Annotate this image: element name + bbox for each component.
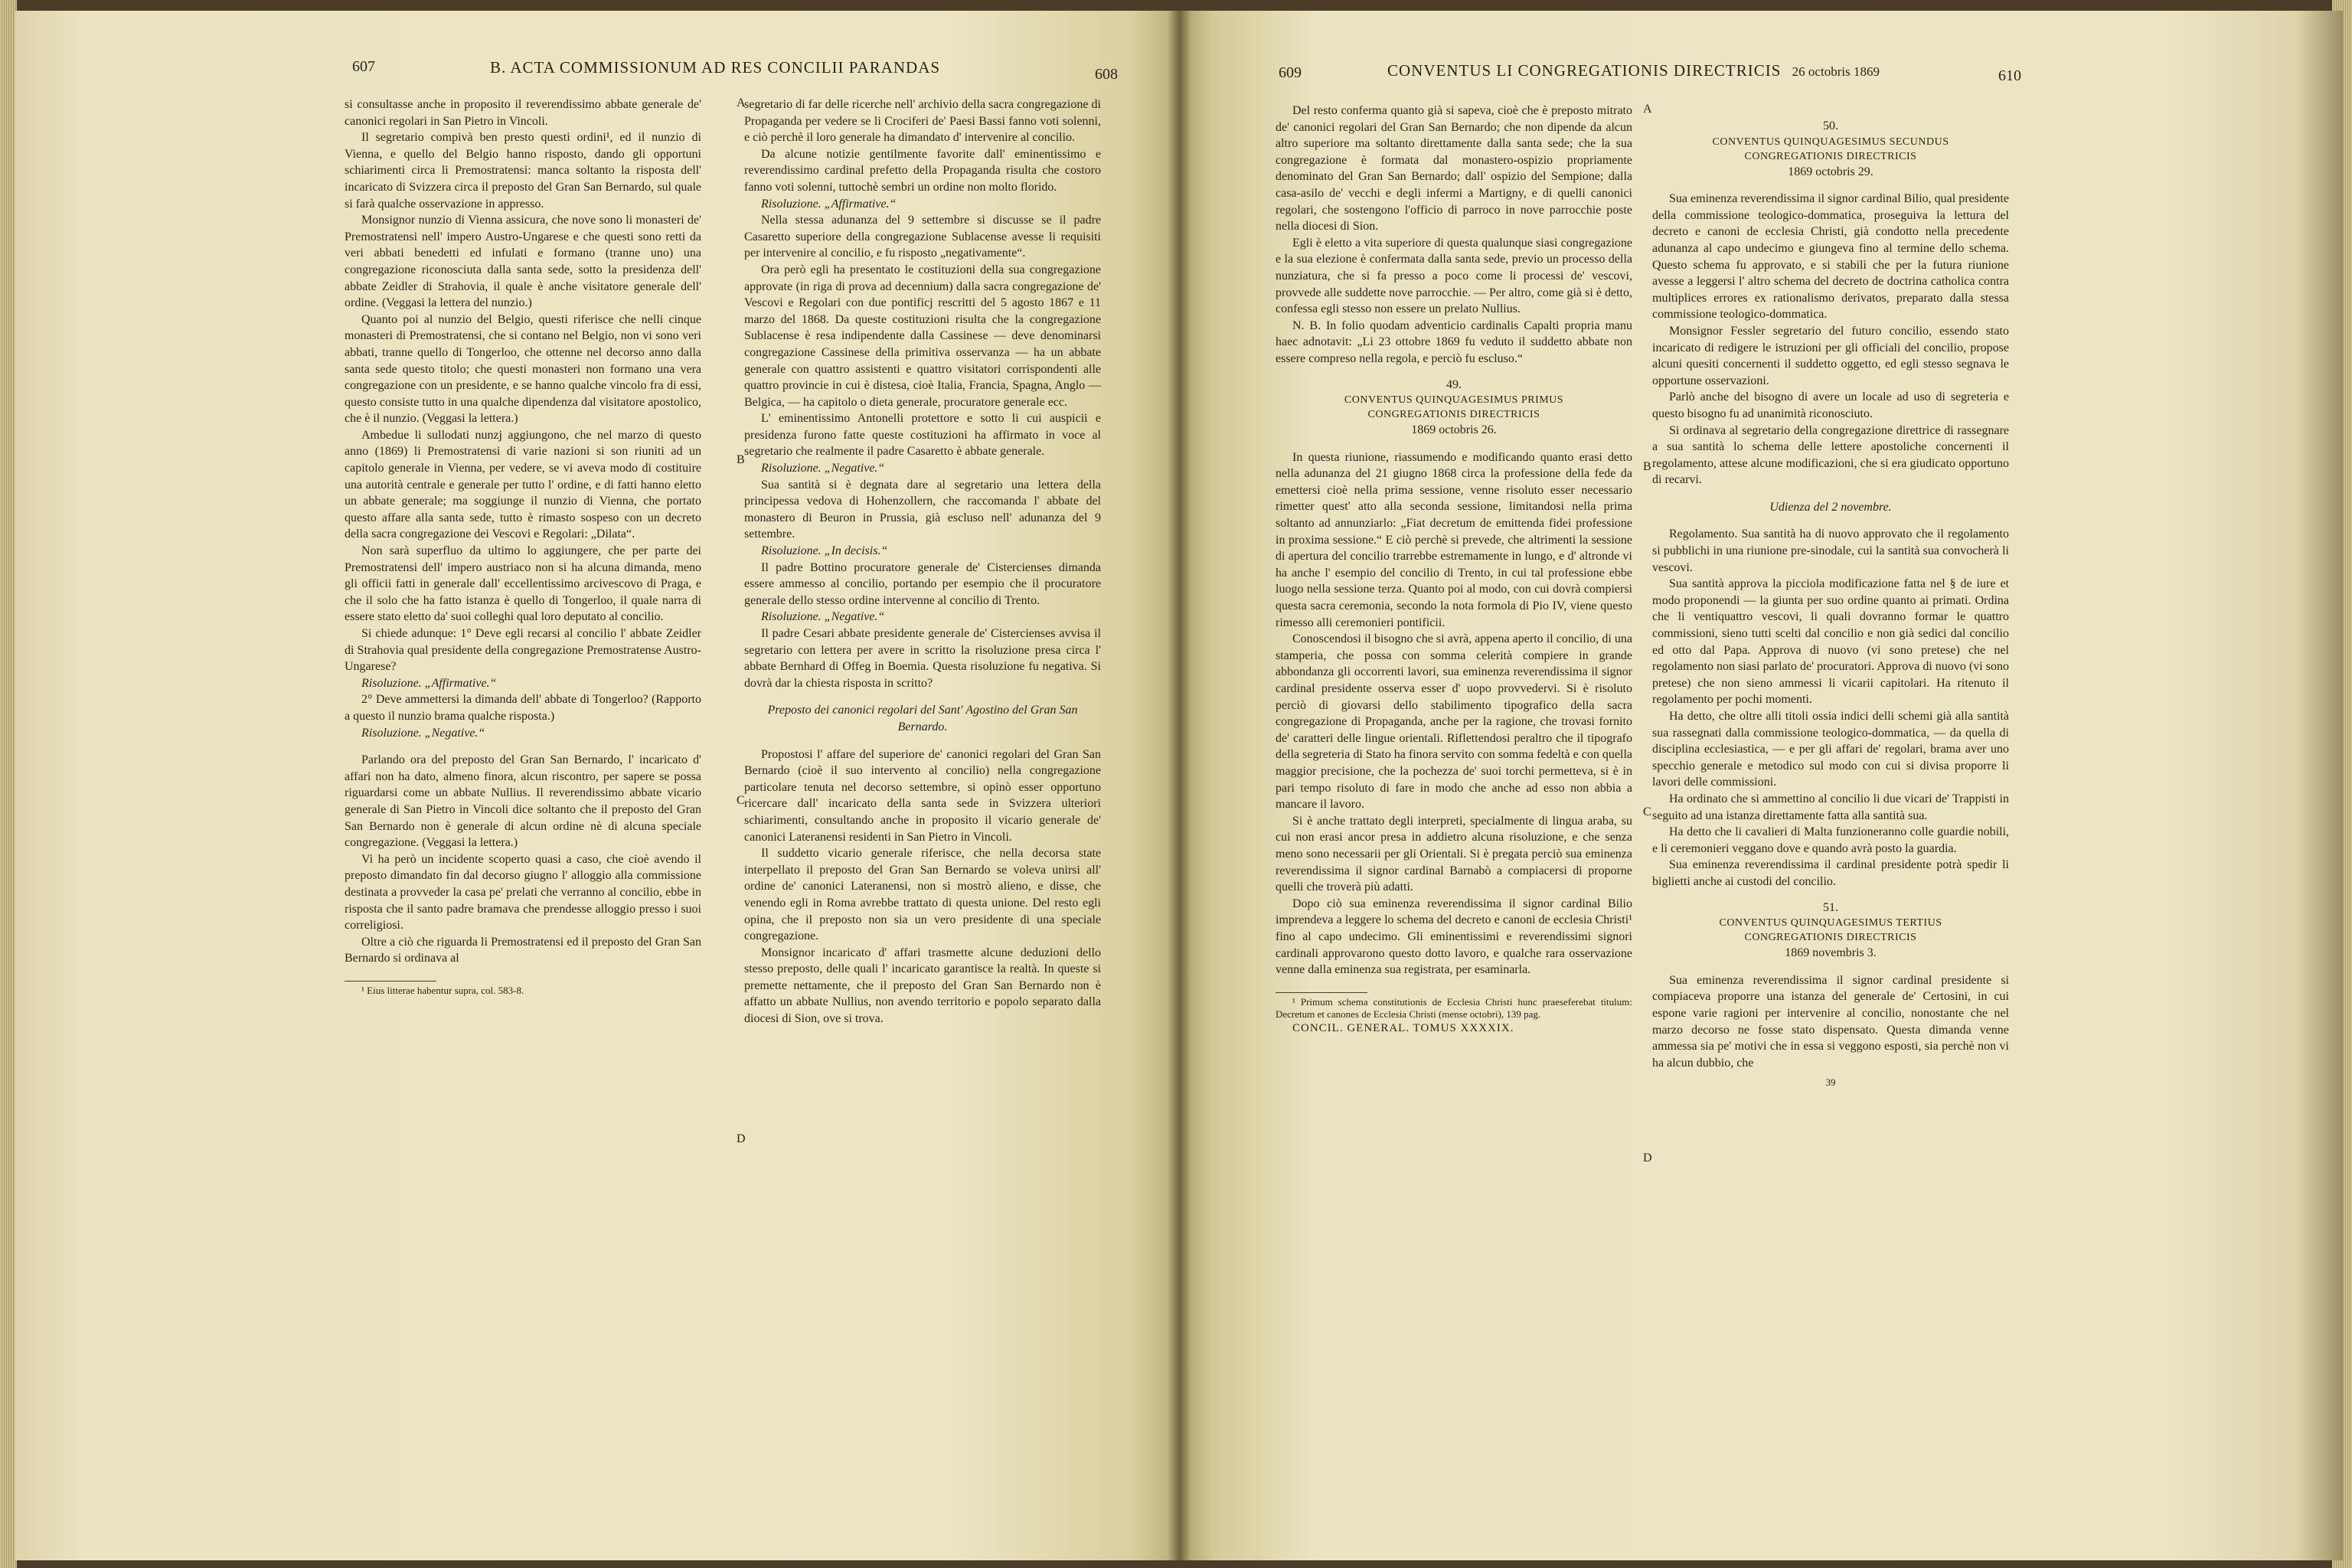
paragraph: Il suddetto vicario generale riferisce, che nella decorsa state interpellato il preposto del Gran San Bernardo se voleva unirsi all' ordine de' canonici Lateranensi, non si mostrò alieno, e disse, che venendo egli in Roma avrebbe trattato di questa unione. Del resto egli opina, che il preposto non sia un vero presidente di una speciale congregazione.: [744, 847, 1101, 943]
paragraph: In questa riunione, riassumendo e modificando quanto erasi detto nella adunanza del 21 giugno 1868 circa la professione della fede da emettersi cioè nella prima sessione, venne risoluto esser necessario rimetter quest' atto alla seconda sessione, limitandosi nella prima soltanto ad annunziarlo: „Fiat decretum de emittenda fidei professione in proxima sessione.“ E ciò perchè si prevede, che altrimenti la sessione di apertura del concilio trarrebbe estremamente in lungo, e d' altronde vi ha anche l' esempio del concilio di Trento, in cui tal professione ebbe luogo nella sessione terza. Quanto poi al modo, con cui dovrà compiersi questa sacra ceremonia, secondo la nota formola di Pio IV, viene questo rimesso alli ceremonieri pontificii.: [1276, 450, 1632, 629]
paragraph: Egli è eletto a vita superiore di questa qualunque siasi congregazione e la sua elezione è confermata dalla santa sede, previo un processo della nunziatura, che si fa presso a poco come li processi de' vescovi, provvede alle suddette nove parrocchie. — Per altro, come già si è detto, confessa egli stesso non essere un prelato Nullius.: [1276, 236, 1632, 316]
section-heading: Udienza del 2 novembre.: [1769, 500, 1892, 514]
paragraph: N. B. In folio quodam adventicio cardinalis Capalti propria manu haec adnotavit: „Li 23 ottobre 1869 fu veduto il suddetto abbate non essere compreso nella regola, e perciò fu escluso.“: [1276, 318, 1632, 365]
right-page-column-2: [1652, 118, 2009, 1091]
section-date: 1869 octobris 29.: [1788, 165, 1873, 178]
paragraph: Nella stessa adunanza del 9 settembre si discusse se il padre Casaretto superiore della congregazione Sublacense avesse li requisiti per intervenire al concilio, e fu risposto „negativamente“.: [744, 214, 1101, 260]
paragraph: Parlando ora del preposto del Gran San Bernardo, l' incaricato d' affari non ha dato, almeno finora, alcun riscontro, per sapere se possa riguardarsi come un abbate Nullius. Il reverendissimo abbate vicario generale di San Pietro in Vincoli dice soltanto che il preposto del Gran San Bernardo non è generale di alcun ordine nè di alcuna speciale congregazione. (Veggasi la lettera.): [345, 753, 701, 850]
paragraph: Monsignor incaricato d' affari trasmette alcune deduzioni dello stesso preposto, delle quali l' incaricato garantisce la realtà. In queste si premette nettamente, che il preposto del Gran San Bernardo non è affatto un abbate Nullius, non avendo territorio e popolo separato dalla diocesi di Sion, ove si trova.: [744, 946, 1101, 1026]
margin-letter-c: C: [1643, 805, 1651, 818]
paragraph: Ora però egli ha presentato le costituzioni della sua congregazione approvate (in riga di prova ad decennium) dalla sacra congregazione de' Vescovi e Regolari con due pontificj rescritti del 5 agosto 1867 e 11 marzo del 1868. Da queste costituzioni risulta che la congregazione Sublacense è resa indipendente dalla Cassinese — deve denominarsi congregazione Cassinese della primitiva osservanza — ha un abbate generale con quattro assistenti e quattro visitatori corrispondenti alle quattro provincie in cui è distesa, cioè Italia, Francia, Spagna, Anglo — Belgica, — ha capitolo o dieta generale, procuratore generale ecc.: [744, 263, 1101, 409]
right-page: [1179, 11, 2343, 1560]
paragraph: Sua santità approva la picciola modificazione fatta nel § de iure et modo proponendi — la giunta per suo ordine quanto ai primati. Ordina che li ventiquattro vescovi, li quali dovranno formar le quattro commissioni, sieno tutti scelti dal concilio e non già sedici dal concilio ed otto dal Papa. Approva di nuovo (vi sono pretese) che nel regolamento non siasi parlato de' procuratori. Approva di nuovo (vi sono pretese) che non sieno ammessi li vicarii capitolari. Ha ritenuto il regolamento per pochi momenti.: [1652, 577, 2009, 707]
paragraph: Il segretario compivà ben presto questi ordini¹, ed il nunzio di Vienna, e quello del Belgio hanno risposto, dando gli opportuni schiarimenti circa li Premostratensi: manca soltanto la risposta dell' incaricato di Svizzera circa il preposto del Gran San Bernardo, sul quale si farà qualche osservazione in appresso.: [345, 131, 701, 211]
section-number: 49.: [1446, 377, 1462, 391]
paragraph: Vi ha però un incidente scoperto quasi a caso, che cioè avendo il preposto dimandato fin dal decorso giugno l' alloggio alla commissione destinata a provveder la casa pe' prelati che verranno al concilio, ebbe in risposta che il santo padre bramava che prendesse alloggio presso i suoi correligiosi.: [345, 852, 701, 933]
footnote-rule: [345, 981, 436, 982]
paragraph: Sua eminenza reverendissima il cardinal presidente potrà spedir li biglietti anche ai custodi del concilio.: [1652, 858, 2009, 888]
paragraph: Ha detto che li cavalieri di Malta funzioneranno colle guardie nobili, e li ceremonieri veggano dove e quando avrà posto la guardia.: [1652, 825, 2009, 855]
paragraph: Da alcune notizie gentilmente favorite dall' eminentissimo e reverendissimo cardinal prefetto della Propaganda risulta che costoro fanno voti solenni, tuttochè sembri un ordine non molto florido.: [744, 147, 1101, 194]
paragraph: Sua eminenza reverendissima il signor cardinal presidente si compiaceva proporre una istanza del generale de' Certosini, in cui espone varie ragioni per intervenire al concilio, nonostante che nel marzo decorso ne fosse stato dispensato. Questa dimanda venne ammessa sia pe' motivi che in essa si veggono esposti, sia perchè non vi ha alcun dubbio, che: [1652, 973, 2009, 1070]
paragraph: Dopo ciò sua eminenza reverendissima il signor cardinal Bilio imprendeva a leggere lo schema del decreto e canoni de ecclesia Christi¹ fino al capo undecimo. Gli eminentissimi e reverendissimi signori cardinali approvarono questo dotto lavoro, e qualche rara osservazione venne dalla eminenza sua registrata, per esaminarla.: [1276, 897, 1632, 977]
right-page-column-1: [1276, 103, 1632, 1037]
paragraph: Non sarà superfluo da ultimo lo aggiungere, che per parte dei Premostratensi dell' impero austriaco non si ha alcuna dimanda, meno gli officii fatti in generale dall' eccellentissimo arcivescovo di Praga, e che il solo che ha fatto istanza è quello di Tongerloo, il quale narra di essere stato eletto da' suoi colleghi qual loro deputato al concilio.: [345, 544, 701, 624]
running-head-left: B. ACTA COMMISSIONUM AD RES CONCILII PARANDAS: [490, 58, 941, 77]
paragraph: Parlò anche del bisogno di avere un locale ad uso di segreteria e questo bisogno fu ad unanimità riconosciuto.: [1652, 390, 2009, 420]
book-gutter: [1168, 11, 1191, 1560]
sheet-number: 39: [1825, 1076, 1836, 1089]
section-subtitle: CONGREGATIONIS DIRECTRICIS: [1744, 150, 1917, 162]
left-page-column-1: [345, 96, 701, 997]
margin-letter-a: A: [1643, 103, 1652, 116]
left-page-column-2: [744, 96, 1101, 1027]
open-book: [15, 11, 2343, 1560]
footnote-rule: [1276, 992, 1367, 993]
paragraph: si consultasse anche in proposito il reverendissimo abbate generale de' canonici regolari in San Pietro in Vincoli.: [345, 98, 701, 128]
paragraph: Monsignor nunzio di Vienna assicura, che nove sono li monasteri de' Premostratensi nell' impero Austro-Ungarese e che questi sono retti da veri abbati benedetti ed infulati e formano (tranne uno) una congregazione riconosciuta dalla santa sede, sotto la presidenza dell' abbate Zeidler di Strahovia, il quale è anche visitatore generale dell' ordine. (Veggasi la lettera del nunzio.): [345, 214, 701, 310]
section-heading: Preposto dei canonici regolari del Sant' Agostino del Gran San Bernardo.: [767, 704, 1078, 733]
margin-letter-c: C: [737, 794, 745, 807]
paragraph: Quanto poi al nunzio del Belgio, questi riferisce che nelli cinque monasteri di Premostratensi, che si contano nel Belgio, non vi sono veri abbati, tranne quello di Tongerloo, che ottenne nel decorso anno dalla santa sede questo titolo; che questi monasteri non formano una vera congregazione con un presidente, e se hanno qualche vincolo fra di essi, questo consiste tutto in una qualche dipendenza dal visitatore apostolico, che è il nunzio. (Veggasi la lettera.): [345, 312, 701, 426]
running-head-date: 26 octobris 1869: [1792, 64, 1880, 79]
running-head-right: [1387, 61, 1880, 92]
paragraph: Il padre Bottino procuratore generale de' Cistercienses dimanda essere ammesso al concilio, portando per esempio che il procuratore generale dello stesso ordine intervenne al concilio di Trento.: [744, 560, 1101, 607]
margin-letter-b: B: [737, 453, 745, 466]
section-title: CONVENTUS QUINQUAGESIMUS PRIMUS: [1344, 394, 1564, 407]
paragraph: Oltre a ciò che riguarda li Premostratensi ed il preposto del Gran San Bernardo si ordinava al: [345, 935, 701, 965]
page-number-610: 610: [1998, 67, 2021, 84]
section-title: CONVENTUS QUINQUAGESIMUS SECUNDUS: [1712, 136, 1949, 148]
left-page: [15, 11, 1179, 1560]
resolution: Risoluzione. „In decisis.“: [761, 544, 888, 558]
paragraph: Monsignor Fessler segretario del futuro concilio, essendo stato incaricato di redigere le istruzioni per gli officiali del concilio, propose alcuni quesiti concernenti il suddetto oggetto, ed egli stesso segnava le opportune osservazioni.: [1652, 324, 2009, 387]
section-date: 1869 novembris 3.: [1785, 946, 1877, 960]
paragraph: Propostosi l' affare del superiore de' canonici regolari del Gran San Bernardo (cioè il suo intervento al concilio) nella congregazione particolare tenuta nel decorso settembre, si opinò esser opportuno ricercare dall' incaricato della santa sede in Svizzera ulteriori schiarimenti, consultando anche in proposito il vicario generale de' canonici Lateranensi residenti in San Pietro in Vincoli.: [744, 747, 1101, 844]
resolution: Risoluzione. „Negative.“: [761, 462, 885, 475]
paragraph: Del resto conferma quanto già si sapeva, cioè che è preposto mitrato de' canonici regolari del Gran San Bernardo; che non dipende da alcun altro superiore ma soltanto direttamente dalla santa sede; che la sua congregazione è formata dal monastero-ospizio propriamente denominato del Gran San Bernardo; dall' ospizio del Sempione; dalla casa-asilo de' vecchi e degli infermi a Martigny, e di quelli canonici regolari, che sostengono l'officio di parroco in nove parrocchie poste nella diocesi di Sion.: [1276, 104, 1632, 234]
section-number: 50.: [1823, 119, 1838, 132]
paragraph: Ha ordinato che si ammettino al concilio li due vicari de' Trappisti in seguito ad una istanza direttamente fatta alla santità sua.: [1652, 792, 2009, 822]
page-number-609: 609: [1279, 64, 1302, 81]
paragraph: Regolamento. Sua santità ha di nuovo approvato che il regolamento si pubblichi in una riunione pre-sinodale, cui la santità sua convocherà li vescovi.: [1652, 528, 2009, 574]
resolution: Risoluzione. „Negative.“: [761, 610, 885, 624]
paragraph: Il padre Cesari abbate presidente generale de' Cistercienses avvisa il segretario con lettera per avere in scritto la risoluzione presa circa l' abbate Bernhard di Offeg in Boemia. Questa risoluzione fu negativa. Si dovrà dar la chiesta risposta in scritto?: [744, 627, 1101, 690]
paragraph: Conoscendosi il bisogno che si avrà, appena aperto il concilio, di una stamperia, che possa con somma celerità compiere in grande abbondanza gli occorrenti lavori, sua eminenza reverendissima il signor cardinal presidente osserva esser d' uopo provvedervi. Si è risoluto perciò di giovarsi dello stabilimento tipografico della sacra congregazione di Propaganda, anche per la ragione, che trovasi fornito de' caratteri delle lingue orientali. Riflettendosi peraltro che il tipografo della segreteria di Stato ha finora servito con somma fedeltà e con quella maggior precisione, che la pochezza de' suoi torchi permetteva, si è in pari tempo risoluto di fare in modo che anche ad esso non abbia a mancare il lavoro.: [1276, 632, 1632, 812]
page-edges-left: [0, 0, 17, 1568]
paragraph: Ambedue li sullodati nunzj aggiungono, che nel marzo di questo anno (1869) li Premostratensi di varie nazioni si son riuniti ad un capitolo generale in Vienna, per vedere, se vi aveva modo di costituire una autorità centrale e generale per tutto l' ordine, e di fatti hanno eletto un abbate generale; ma soggiunge il nunzio di Vienna, che portato questo affare alla santa sede, tutto è rimasto sospeso con un decreto della sacra congregazione dei Vescovi e Regolari: „Dilata“.: [345, 428, 701, 541]
paragraph: Si ordinava al segretario della congregazione direttrice di rassegnare a sua santità lo schema delle lettere apostoliche concernenti il regolamento, attese alcune modificazioni, che si era giudicato opportuno di recarvi.: [1652, 423, 2009, 487]
section-subtitle: CONGREGATIONIS DIRECTRICIS: [1367, 409, 1540, 421]
paragraph: Ha detto, che oltre alli titoli ossia indici delli schemi già alla santità sua rassegnati dalla commissione teologico-dommatica, — da quella di disciplina ecclesiastica, — e per gli affari de' regolari, brama aver uno specchio generale e metodico sul modo con cui si divisa proporre li lavori delle commissioni.: [1652, 710, 2009, 789]
section-subtitle: CONGREGATIONIS DIRECTRICIS: [1744, 932, 1917, 944]
paragraph: Si chiede adunque: 1° Deve egli recarsi al concilio l' abbate Zeidler di Strahovia qual presidente della congregazione Premostratense Austro-Ungarese?: [345, 627, 701, 674]
resolution: Risoluzione. „Affirmative.“: [761, 197, 897, 211]
paragraph: segretario di far delle ricerche nell' archivio della sacra congregazione di Propaganda per vedere se li Crociferi de' Paesi Bassi fanno voti solenni, e ciò perchè il loro generale ha dimandato d' intervenire al concilio.: [744, 98, 1101, 145]
resolution: Risoluzione. „Negative.“: [361, 726, 485, 740]
signature-mark: CONCIL. GENERAL. TOMUS XXXXIX.: [1292, 1021, 1514, 1034]
paragraph: Si è anche trattato degli interpreti, specialmente di lingua araba, su cui non erasi ancor presa in addietro alcuna risoluzione, e che senza meno sono necessarii per gli Orientali. Si è pregata perciò sua eminenza reverendissima il signor cardinal Barnabò a compiacersi di proporne quelli che troverà più adatti.: [1276, 814, 1632, 894]
margin-letter-b: B: [1643, 460, 1651, 473]
footnote: ¹ Eius litterae habentur supra, col. 583-8.: [361, 984, 524, 996]
margin-letter-d: D: [737, 1132, 746, 1145]
paragraph: L' eminentissimo Antonelli protettore e sotto li cui auspicii e presidenza furono fatte queste costituzioni ha affirmato in voce al segretario che realmente il padre Casaretto è abbate generale.: [744, 412, 1101, 459]
paragraph: Sua eminenza reverendissima il signor cardinal Bilio, qual presidente della commissione teologico-dommatica, proseguiva la lettura del decreto e canoni de ecclesia Christi, già condotto nella precedente adunanza al capo undecimo e giungeva fino al termine dello schema. Questo schema fu approvato, e si stabilì che per la futura riunione avesse a leggersi l' altro schema del decreto de doctrina catholica contra multiplices errores ex rationalismo derivatos, preparato dalla stessa commissione teologico-dommatica.: [1652, 192, 2009, 322]
resolution: Risoluzione. „Affirmative.“: [361, 676, 497, 690]
page-number-607: 607: [352, 58, 375, 75]
margin-letter-d: D: [1643, 1152, 1652, 1165]
section-number: 51.: [1823, 900, 1838, 914]
footnote: ¹ Primum schema constitutionis de Ecclesia Christi hunc praeseferebat titulum: Decretum et canones de Ecclesia Christi (mense octobri), 139 pag.: [1276, 995, 1632, 1020]
section-title: CONVENTUS QUINQUAGESIMUS TERTIUS: [1719, 917, 1942, 929]
paragraph: Sua santità si è degnata dare al segretario una lettera della principessa vedova di Hohenzollern, che raccomanda l' abbate del monastero di Beuron in Prussia, già escluso nell' adunanza del 9 settembre.: [744, 478, 1101, 541]
section-date: 1869 octobris 26.: [1411, 423, 1497, 437]
paragraph: 2° Deve ammettersi la dimanda dell' abbate di Tongerloo? (Rapporto a questo il nunzio brama qualche risposta.): [345, 693, 701, 723]
page-number-608: 608: [1095, 66, 1118, 83]
margin-letter-a: A: [737, 96, 746, 109]
running-head-title: CONVENTUS LI CONGREGATIONIS DIRECTRICIS: [1387, 61, 1782, 80]
